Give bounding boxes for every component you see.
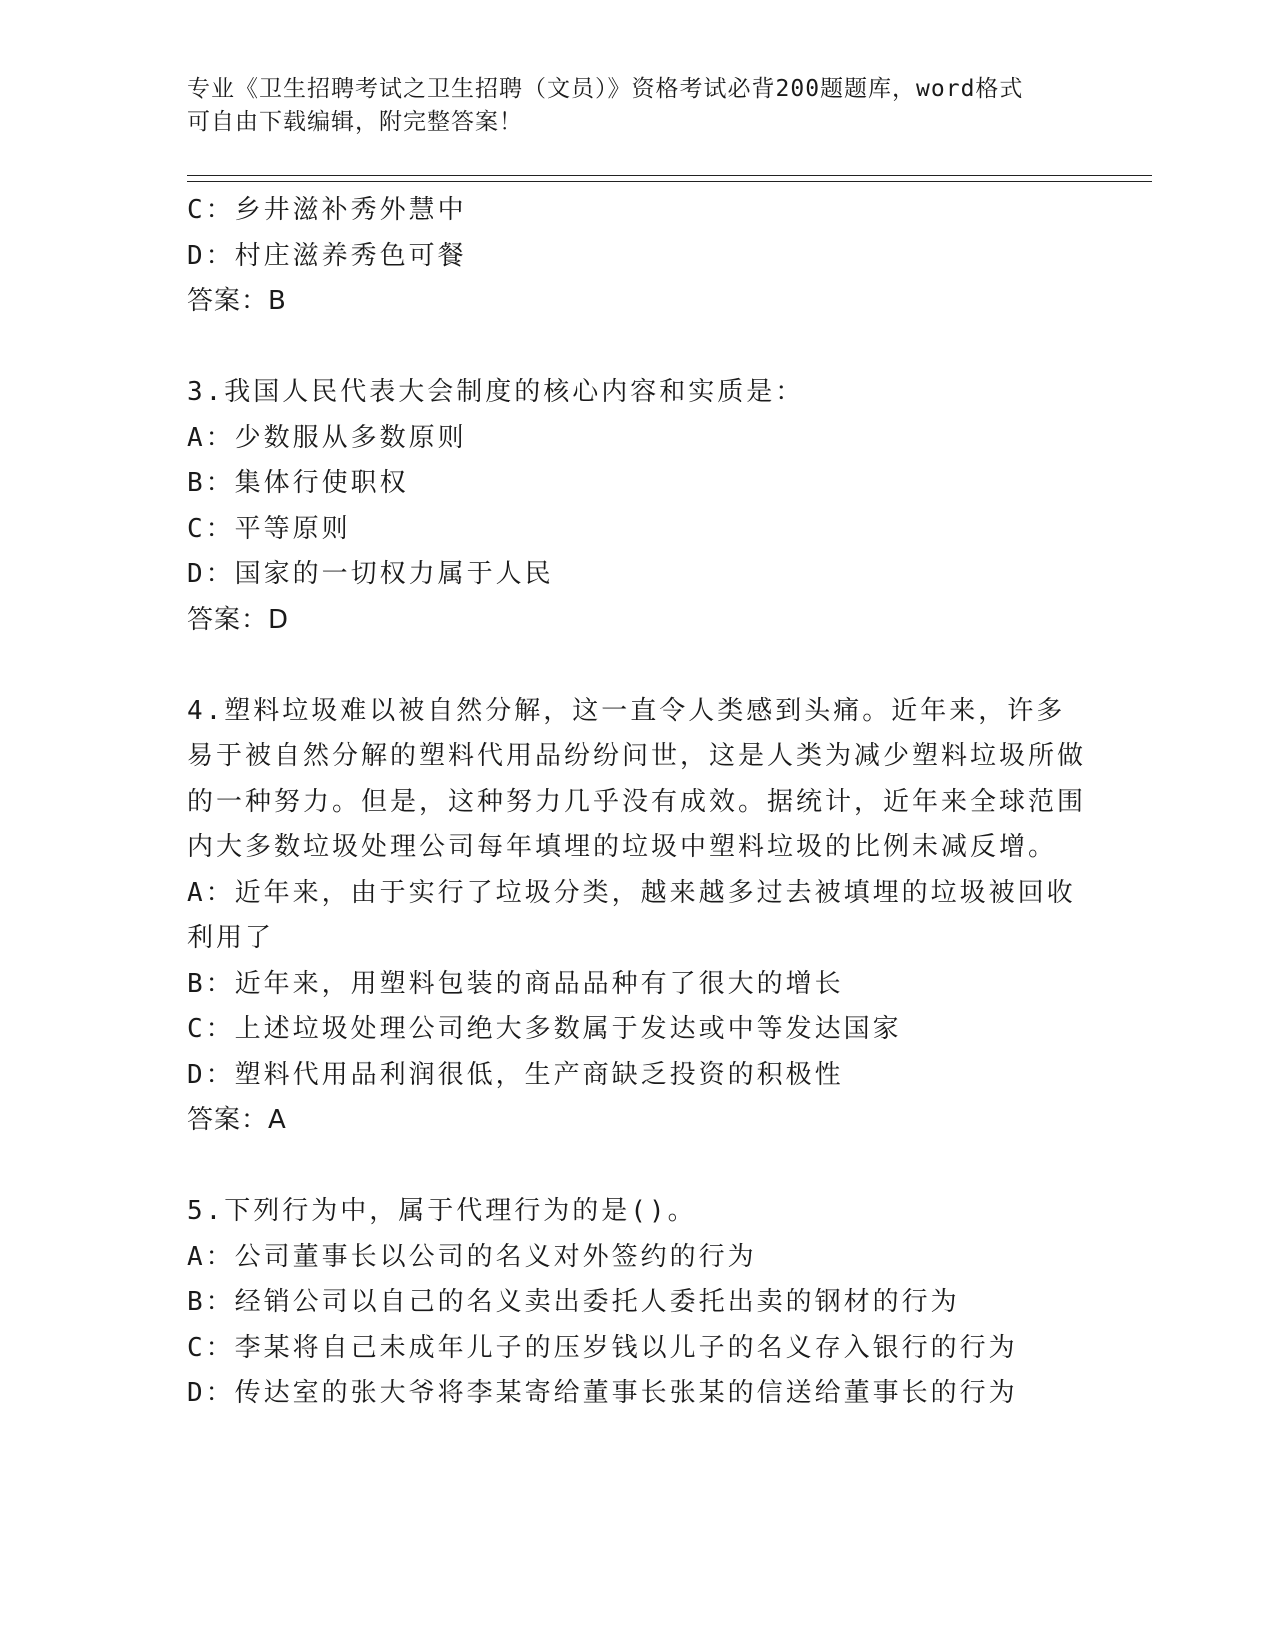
document-body: [187, 188, 1087, 1417]
spacer: [187, 643, 1087, 689]
spacer: [187, 325, 1087, 371]
question-stem: 3.我国人民代表大会制度的核心内容和实质是：: [187, 377, 805, 407]
spacer: [187, 1144, 1087, 1190]
option-b: B：集体行使职权: [187, 468, 409, 498]
header-rule-bottom: [187, 181, 1152, 182]
option-b: B：经销公司以自己的名义卖出委托人委托出卖的钢材的行为: [187, 1287, 960, 1317]
option-d: D：塑料代用品利润很低，生产商缺乏投资的积极性: [187, 1059, 844, 1090]
question-5: [187, 1189, 1087, 1417]
option-a: A：近年来，由于实行了垃圾分类，越来越多过去被填埋的垃圾被回收利用了: [187, 877, 1076, 953]
option-b: B：近年来，用塑料包装的商品品种有了很大的增长: [187, 968, 844, 999]
answer: 答案：D: [187, 604, 290, 635]
document-header: [187, 73, 1087, 139]
option-d: D：村庄滋养秀色可餐: [187, 240, 467, 271]
question-stem: 5.下列行为中，属于代理行为的是()。: [187, 1196, 697, 1226]
option-d: D：国家的一切权力属于人民: [187, 559, 554, 589]
option-c: C：平等原则: [187, 513, 351, 544]
option-c: C：上述垃圾处理公司绝大多数属于发达或中等发达国家: [187, 1014, 902, 1044]
question-3: [187, 370, 1087, 643]
option-c: C：乡井滋补秀外慧中: [187, 195, 467, 225]
question-2: [187, 188, 1087, 325]
question-4: [187, 689, 1087, 1144]
option-a: A：公司董事长以公司的名义对外签约的行为: [187, 1241, 757, 1272]
answer: 答案：A: [187, 1105, 287, 1135]
answer: 答案：B: [187, 286, 287, 316]
option-c: C：李某将自己未成年儿子的压岁钱以儿子的名义存入银行的行为: [187, 1332, 1018, 1363]
header-rule-top: [187, 175, 1152, 176]
option-a: A：少数服从多数原则: [187, 422, 467, 453]
question-stem: 4.塑料垃圾难以被自然分解，这一直令人类感到头痛。近年来，许多易于被自然分解的塑料代用品纷纷问世，这是人类为减少塑料垃圾所做的一种努力。但是，这种努力几乎没有成效。据统计，近年来全球范围内大多数垃圾处理公司每年填埋的垃圾中塑料垃圾的比例未减反增。: [187, 695, 1087, 862]
option-d: D：传达室的张大爷将李某寄给董事长张某的信送给董事长的行为: [187, 1378, 1018, 1408]
header-title-line-1: 专业《卫生招聘考试之卫生招聘（文员）》资格考试必背200题题库，word格式: [187, 76, 1024, 102]
header-title-line-2: 可自由下载编辑，附完整答案！: [187, 109, 523, 135]
